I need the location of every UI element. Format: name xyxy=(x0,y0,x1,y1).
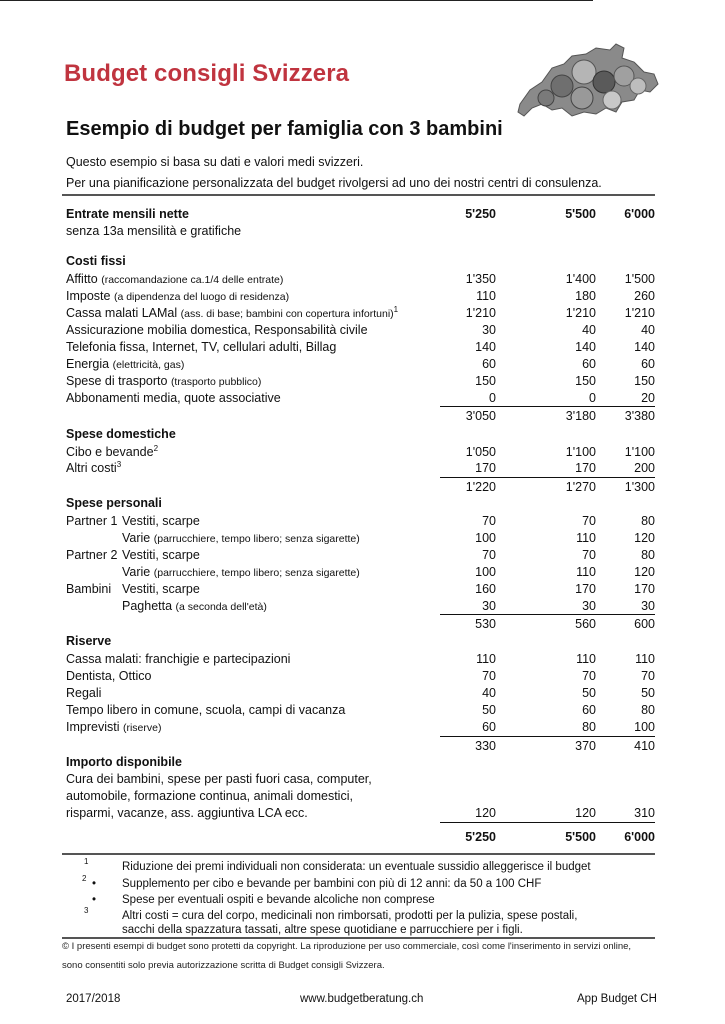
value-col-3: 30 xyxy=(641,599,655,613)
value-col-3: 110 xyxy=(635,652,655,666)
row-label: Dentista, Ottico xyxy=(66,669,152,683)
value-col-1: 1'050 xyxy=(465,445,496,459)
value-col-2: 0 xyxy=(589,391,596,405)
row-note: (parrucchiere, tempo libero; senza sigarette) xyxy=(153,533,360,545)
value-col-1: 140 xyxy=(475,340,496,354)
subtotal-line xyxy=(440,614,655,615)
value-col-1: 0 xyxy=(489,391,496,405)
value-col-3: 260 xyxy=(634,289,655,303)
row-label: Abbonamenti media, quote associative xyxy=(66,391,281,405)
income-row xyxy=(66,206,655,223)
divider xyxy=(62,853,655,855)
row-note: (parrucchiere, tempo libero; senza sigarette) xyxy=(153,567,360,579)
brand-title: Budget consigli Svizzera xyxy=(64,60,350,87)
table-row xyxy=(66,651,655,668)
value-col-1: 70 xyxy=(482,514,496,528)
table-row xyxy=(66,322,655,339)
table-row xyxy=(66,356,655,373)
table-row xyxy=(66,390,655,407)
value-col-2: 150 xyxy=(575,374,596,388)
subtotal-row xyxy=(66,408,655,425)
value-col-3: 1'210 xyxy=(624,306,655,320)
row-note: (a dipendenza del luogo di residenza) xyxy=(113,291,290,303)
value-col-2: 170 xyxy=(575,582,596,596)
row-label: Varie xyxy=(122,531,151,545)
value-col-1: 3'050 xyxy=(465,409,496,423)
value-col-2: 1'400 xyxy=(565,272,596,286)
available-desc-1: Cura dei bambini, spese per pasti fuori casa, computer, xyxy=(66,772,372,786)
value-col-1: 120 xyxy=(475,806,496,820)
value-col-1: 70 xyxy=(482,548,496,562)
value-col-2: 370 xyxy=(575,739,596,753)
value-col-1: 50 xyxy=(482,703,496,717)
row-label: Vestiti, scarpe xyxy=(122,582,200,596)
table-row xyxy=(66,513,655,530)
value-col-3: 80 xyxy=(641,703,655,717)
value-col-3: 150 xyxy=(634,374,655,388)
row-person: Bambini xyxy=(66,582,112,596)
section-title-fixed: Costi fissi xyxy=(66,254,126,268)
table-row xyxy=(66,339,655,356)
value-col-3: 120 xyxy=(634,531,655,545)
row-person: Partner 1 xyxy=(66,514,118,528)
value-col-3: 80 xyxy=(641,548,655,562)
value-col-3: 80 xyxy=(641,514,655,528)
value-col-3: 1'100 xyxy=(624,445,655,459)
bullet-icon: • xyxy=(92,894,97,906)
value-col-2: 140 xyxy=(575,340,596,354)
row-label: Spese di trasporto xyxy=(66,374,168,388)
footer-app: App Budget CH xyxy=(577,993,657,1005)
value-col-2: 1'100 xyxy=(565,445,596,459)
value-col-2: 560 xyxy=(575,617,596,631)
value-col-1: 1'350 xyxy=(465,272,496,286)
value-col-1: 30 xyxy=(482,323,496,337)
row-label: Vestiti, scarpe xyxy=(122,548,200,562)
divider xyxy=(62,194,655,196)
income-note: senza 13a mensilità e gratifiche xyxy=(66,224,242,238)
value-col-2: 70 xyxy=(582,514,596,528)
subtotal-line xyxy=(440,822,655,823)
footnote-2a: Supplemento per cibo e bevande per bambini con più di 12 anni: da 50 a 100 CHF xyxy=(122,878,542,890)
table-row xyxy=(66,702,655,719)
value-col-3: 1'300 xyxy=(624,480,655,494)
row-note: (riserve) xyxy=(122,722,162,734)
row-label: Imprevisti xyxy=(66,720,120,734)
value-col-2: 180 xyxy=(575,289,596,303)
value-col-3: 40 xyxy=(641,323,655,337)
footnote-mark-2: 2 xyxy=(82,874,87,883)
row-person: Partner 2 xyxy=(66,548,118,562)
value-col-2: 60 xyxy=(582,703,596,717)
value-col-1: 160 xyxy=(475,582,496,596)
section-title-available: Importo disponibile xyxy=(66,755,182,769)
value-col-2: 70 xyxy=(582,669,596,683)
row-label: Regali xyxy=(66,686,102,700)
subtotal-line xyxy=(440,736,655,737)
value-col-1: 330 xyxy=(475,739,496,753)
table-row xyxy=(66,444,655,461)
value-col-2: 30 xyxy=(582,599,596,613)
value-col-3: 60 xyxy=(641,357,655,371)
row-note: (trasporto pubblico) xyxy=(170,376,262,388)
value-col-3: 140 xyxy=(634,340,655,354)
income-note-row xyxy=(66,223,655,240)
table-row xyxy=(66,685,655,702)
row-note: (a seconda dell'età) xyxy=(175,601,267,613)
divider xyxy=(62,937,655,939)
section-title-personal: Spese personali xyxy=(66,496,162,510)
row-note: (ass. di base; bambini con copertura infortuni) xyxy=(180,308,394,320)
value-col-2: 120 xyxy=(575,806,596,820)
value-col-1: 150 xyxy=(475,374,496,388)
subtotal-row xyxy=(66,738,655,755)
divider xyxy=(0,0,593,1)
value-col-3: 170 xyxy=(634,582,655,596)
subtotal-line xyxy=(440,406,655,407)
available-desc-2: automobile, formazione continua, animali domestici, xyxy=(66,789,353,803)
value-col-1: 70 xyxy=(482,669,496,683)
table-row xyxy=(66,305,655,322)
value-col-1: 1'210 xyxy=(465,306,496,320)
table-row xyxy=(66,288,655,305)
value-col-1: 170 xyxy=(475,461,496,475)
income-value-2: 5'500 xyxy=(565,207,596,221)
value-col-1: 1'220 xyxy=(465,480,496,494)
value-col-3: 3'380 xyxy=(624,409,655,423)
row-label: Telefonia fissa, Internet, TV, cellulari adulti, Billag xyxy=(66,340,337,354)
swiss-map-coins-icon xyxy=(512,42,662,118)
value-col-3: 200 xyxy=(634,461,655,475)
value-col-3: 6'000 xyxy=(624,830,655,844)
value-col-3: 600 xyxy=(634,617,655,631)
value-col-2: 70 xyxy=(582,548,596,562)
row-note: (elettricità, gas) xyxy=(112,359,185,371)
value-col-3: 50 xyxy=(641,686,655,700)
value-col-2: 110 xyxy=(576,652,596,666)
copyright-line-1: © I presenti esempi di budget sono protetti da copyright. La riproduzione per uso commerciale, così come l'inserimento in servizi online, xyxy=(62,941,632,952)
row-label: Tempo libero in comune, scuola, campi di vacanza xyxy=(66,703,346,717)
footnote-2b: Spese per eventuali ospiti e bevande alcoliche non comprese xyxy=(122,894,435,906)
value-col-1: 110 xyxy=(476,289,496,303)
row-label: Cassa malati: franchigie e partecipazioni xyxy=(66,652,291,666)
bullet-icon: • xyxy=(92,878,97,890)
value-col-3: 20 xyxy=(641,391,655,405)
copyright-line-2: sono consentiti solo previa autorizzazione scritta di Budget consigli Svizzera. xyxy=(62,960,385,971)
row-label: Altri costi xyxy=(66,461,117,475)
intro-line-1: Questo esempio si basa su dati e valori medi svizzeri. xyxy=(66,155,364,169)
value-col-1: 60 xyxy=(482,720,496,734)
value-col-3: 410 xyxy=(634,739,655,753)
subtotal-row xyxy=(66,616,655,633)
value-col-2: 5'500 xyxy=(565,830,596,844)
row-label: Imposte xyxy=(66,289,111,303)
section-title-reserves: Riserve xyxy=(66,634,112,648)
row-label: Paghetta xyxy=(122,599,173,613)
table-row xyxy=(66,547,655,564)
subtotal-line xyxy=(440,477,655,478)
value-col-2: 50 xyxy=(582,686,596,700)
row-label: Assicurazione mobilia domestica, Responsabilità civile xyxy=(66,323,368,337)
footnote-1: Riduzione dei premi individuali non considerata: un eventuale sussidio alleggerisce il budget xyxy=(122,861,591,873)
value-col-2: 40 xyxy=(582,323,596,337)
footnote-ref: 1 xyxy=(393,304,399,314)
income-value-3: 6'000 xyxy=(624,207,655,221)
page-title: Esempio di budget per famiglia con 3 bambini xyxy=(66,118,503,140)
section-title-household: Spese domestiche xyxy=(66,427,176,441)
table-row xyxy=(66,719,655,736)
value-col-3: 100 xyxy=(634,720,655,734)
row-label: Vestiti, scarpe xyxy=(122,514,200,528)
row-label: Varie xyxy=(122,565,151,579)
subtotal-row xyxy=(66,829,655,846)
row-label: Energia xyxy=(66,357,110,371)
value-col-3: 310 xyxy=(634,806,655,820)
value-col-1: 60 xyxy=(482,357,496,371)
footnote-mark-1: 1 xyxy=(84,857,89,866)
table-row xyxy=(66,668,655,685)
value-col-1: 30 xyxy=(482,599,496,613)
table-row xyxy=(66,598,655,615)
value-col-3: 70 xyxy=(641,669,655,683)
subtotal-row xyxy=(66,479,655,496)
value-col-2: 110 xyxy=(576,531,596,545)
row-note: (raccomandazione ca.1/4 delle entrate) xyxy=(101,274,284,286)
value-col-2: 80 xyxy=(582,720,596,734)
table-row xyxy=(66,564,655,581)
available-desc-3: risparmi, vacanze, ass. aggiuntiva LCA ecc. 120 120 310 xyxy=(66,806,655,820)
table-row xyxy=(66,530,655,547)
footnote-mark-3: 3 xyxy=(84,906,89,915)
value-col-3: 120 xyxy=(634,565,655,579)
income-label: Entrate mensili nette xyxy=(66,207,189,221)
row-label: Affitto xyxy=(66,272,98,286)
value-col-2: 170 xyxy=(575,461,596,475)
value-col-1: 100 xyxy=(475,565,496,579)
value-col-1: 5'250 xyxy=(465,830,496,844)
table-row xyxy=(66,373,655,390)
value-col-1: 530 xyxy=(475,617,496,631)
footnote-ref: 3 xyxy=(116,459,122,469)
table-row xyxy=(66,581,655,598)
income-value-1: 5'250 xyxy=(465,207,496,221)
value-col-1: 100 xyxy=(475,531,496,545)
value-col-1: 110 xyxy=(476,652,496,666)
table-row xyxy=(66,460,655,477)
row-label: Cassa malati LAMal xyxy=(66,306,178,320)
footer-year: 2017/2018 xyxy=(66,993,121,1005)
footnote-3a: Altri costi = cura del corpo, medicinali non rimborsati, prodotti per la pulizia, spese postali, xyxy=(122,910,578,922)
intro-line-2: Per una pianificazione personalizzata del budget rivolgersi ad uno dei nostri centri di consulenza. xyxy=(66,176,602,190)
value-col-2: 110 xyxy=(576,565,596,579)
value-col-2: 60 xyxy=(582,357,596,371)
value-col-2: 3'180 xyxy=(565,409,596,423)
footnote-3b: sacchi della spazzatura tassati, altre spese quotidiane e parrucchiere per i figli. xyxy=(122,924,523,936)
value-col-2: 1'210 xyxy=(565,306,596,320)
footer-url-link[interactable]: www.budgetberatung.ch xyxy=(300,993,424,1005)
row-label: Cibo e bevande xyxy=(66,445,154,459)
value-col-3: 1'500 xyxy=(624,272,655,286)
table-row xyxy=(66,271,655,288)
value-col-2: 1'270 xyxy=(565,480,596,494)
footnote-ref: 2 xyxy=(153,443,159,453)
value-col-1: 40 xyxy=(482,686,496,700)
